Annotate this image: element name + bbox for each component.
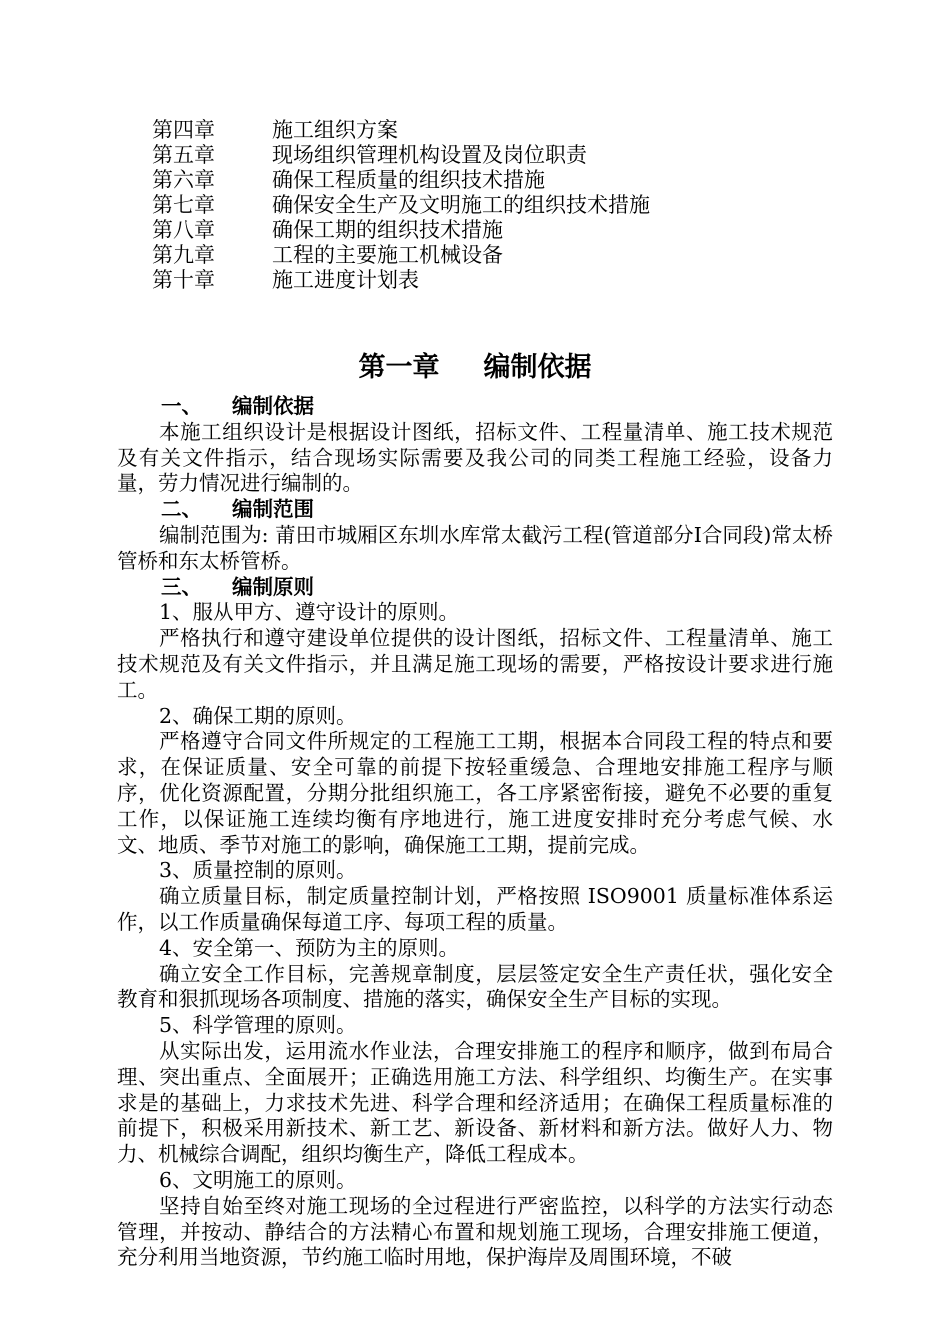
section-number: 三、 [161,574,202,599]
paragraph: 从实际出发，运用流水作业法，合理安排施工的程序和顺序，做到布局合理、突出重点、全面展开；正确选用施工方法、科学组织、均衡生产。在实事求是的基础上，力求技术先进、科学合理和经济适用；在确保工程质量标准的前提下，积极采用新技术、新工艺、新设备、新材料和新方法。做好人力、物力、机械综合调配，组织均衡生产，降低工程成本。 [117,1038,833,1167]
principle-item: 4、安全第一、预防为主的原则。 [159,935,460,960]
section-heading [117,497,833,523]
toc-chapter-number: 第十章 [152,268,215,292]
section-number: 一、 [161,394,202,418]
toc-entry [152,268,852,293]
paragraph: 本施工组织设计是根据设计图纸，招标文件、工程量清单、施工技术规范及有关文件指示，结合现场实际需要及我公司的同类工程施工经验，设备力量，劳力情况进行编制的。 [117,419,833,496]
principle-item: 1、服从甲方、遵守设计的原则。 [159,600,460,625]
paragraph: 严格执行和遵守建设单位提供的设计图纸，招标文件、工程量清单、施工技术规范及有关文件指示，并且满足施工现场的需要，严格按设计要求进行施工。 [117,626,833,702]
toc-chapter-title: 施工进度计划表 [272,268,419,292]
section-title: 编制范围 [232,497,314,522]
document-body [117,394,833,1271]
paragraph: 严格遵守合同文件所规定的工程施工工期，根据本合同段工程的特点和要求，在保证质量、安全可靠的前提下按轻重缓急、合理地安排施工程序与顺序，优化资源配置，分期分批组织施工，各工序紧密衔接，避免不必要的重复工作，以保证施工连续均衡有序地进行，施工进度安排时充分考虑气候、水文、地质、季节对施工的影响，确保施工工期，提前完成。 [117,729,833,857]
toc-chapter-title: 现场组织管理机构设置及岗位职责 [272,143,587,167]
toc-entry [152,193,852,218]
chapter-number: 第一章 [358,352,440,383]
section-number: 二、 [161,497,202,522]
toc-chapter-number: 第九章 [152,243,215,267]
toc-chapter-number: 第六章 [152,168,215,192]
toc-chapter-number: 第八章 [152,218,215,242]
toc-chapter-title: 确保工程质量的组织技术措施 [272,168,545,192]
toc-chapter-title: 确保工期的组织技术措施 [272,218,503,242]
toc-entry [152,143,852,168]
section-heading [117,575,833,601]
principle-item: 5、科学管理的原则。 [159,1013,357,1038]
section-heading [117,394,833,420]
toc-entry [152,243,852,268]
toc-entry [152,218,852,243]
section-title: 编制依据 [232,394,314,418]
paragraph: 确立质量目标，制定质量控制计划，严格按照 ISO9001 质量标准体系运作，以工作质量确保每道工序、每项工程的质量。 [117,884,833,934]
principle-item: 2、确保工期的原则。 [159,703,357,728]
paragraph: 坚持自始至终对施工现场的全过程进行严密监控，以科学的方法实行动态管理，并按动、静结合的方法精心布置和规划施工现场，合理安排施工便道，充分利用当地资源，节约施工临时用地，保护海岸及周围环境，不破 [117,1193,833,1270]
toc-chapter-number: 第七章 [152,193,215,217]
toc-chapter-number: 第五章 [152,143,215,167]
paragraph: 确立安全工作目标，完善规章制度，层层签定安全生产责任状，强化安全教育和狠抓现场各项制度、措施的落实，确保安全生产目标的实现。 [117,961,833,1012]
toc-chapter-title: 确保安全生产及文明施工的组织技术措施 [272,193,650,217]
table-of-contents [152,118,852,293]
paragraph: 编制范围为: 莆田市城厢区东圳水库常太截污工程(管道部分Ⅰ合同段)常太桥管桥和东太桥管桥。 [117,522,833,573]
chapter-heading [0,350,950,386]
toc-chapter-number: 第四章 [152,118,215,142]
toc-chapter-title: 工程的主要施工机械设备 [272,243,503,267]
principle-item: 6、文明施工的原则。 [159,1167,357,1192]
toc-entry [152,168,852,193]
toc-entry [152,118,852,143]
principle-item: 3、质量控制的原则。 [159,858,357,883]
chapter-title: 编制依据 [483,352,592,383]
toc-chapter-title: 施工组织方案 [272,118,398,142]
section-title: 编制原则 [232,574,314,599]
